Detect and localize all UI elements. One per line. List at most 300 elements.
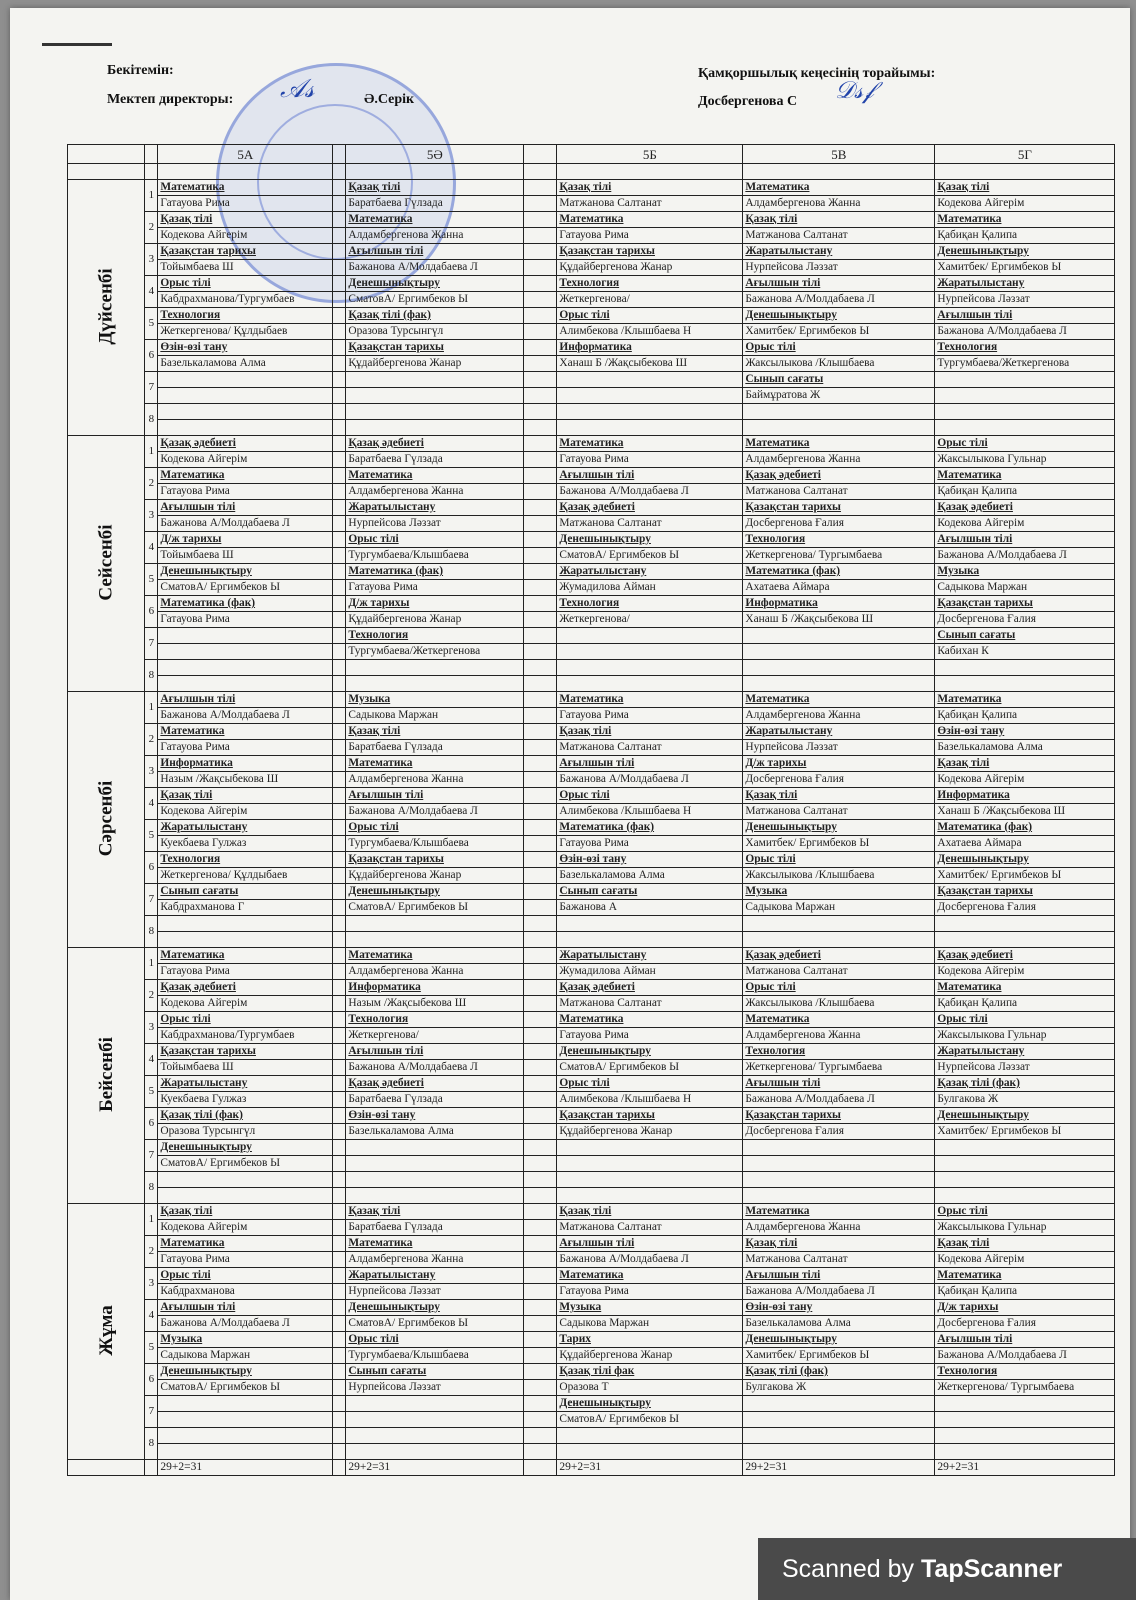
- teacher-cell: Ханаш Б /Жақсыбекова Ш: [743, 612, 935, 628]
- subject-cell: [158, 1396, 333, 1412]
- subject-cell: [557, 1172, 743, 1188]
- lesson-row: [68, 244, 1115, 260]
- subject-cell: [158, 372, 333, 388]
- teacher-cell: [346, 420, 524, 436]
- teacher-cell: Бажанова А/Молдабаева Л: [935, 1348, 1115, 1364]
- teacher-cell: Кабдрахманова/Тургумбаев: [158, 292, 333, 308]
- subject-cell: Денешынықтыру: [743, 308, 935, 324]
- class-header: 5В: [743, 145, 935, 164]
- total-cell: 29+2=31: [346, 1460, 524, 1476]
- lesson-row: [68, 1012, 1115, 1028]
- teacher-cell: [557, 1444, 743, 1460]
- subject-cell: Математика (фак): [557, 820, 743, 836]
- subject-cell: Д/ж тарихы: [935, 1300, 1115, 1316]
- subject-cell: Денешынықтыру: [158, 564, 333, 580]
- lesson-row: [68, 756, 1115, 772]
- subject-cell: Д/ж тарихы: [158, 532, 333, 548]
- subject-cell: Технология: [346, 628, 524, 644]
- subject-cell: Математика (фак): [935, 820, 1115, 836]
- subject-cell: Қазақ тілі: [158, 788, 333, 804]
- lesson-row: [68, 404, 1115, 420]
- teacher-row: [68, 1188, 1115, 1204]
- teacher-cell: Қабиқан Қалипа: [935, 484, 1115, 500]
- teacher-cell: СматовА/ Ергимбеков Ы: [346, 1316, 524, 1332]
- subject-cell: Қазақ тілі: [935, 756, 1115, 772]
- subject-cell: Орыс тілі: [743, 980, 935, 996]
- teacher-cell: Садыкова Маржан: [346, 708, 524, 724]
- subject-cell: Қазақстан тарихы: [935, 596, 1115, 612]
- teacher-cell: Досбергенова Ғалия: [743, 516, 935, 532]
- teacher-cell: Хамитбек/ Ергимбеков Ы: [935, 868, 1115, 884]
- total-cell: 29+2=31: [935, 1460, 1115, 1476]
- subject-cell: [743, 1140, 935, 1156]
- lesson-number: 8: [145, 660, 158, 692]
- subject-cell: Орыс тілі: [743, 340, 935, 356]
- teacher-cell: Хамитбек/ Ергимбеков Ы: [743, 1348, 935, 1364]
- subject-cell: [346, 916, 524, 932]
- subject-cell: Жаратылыстану: [557, 564, 743, 580]
- subject-cell: Математика: [935, 1268, 1115, 1284]
- day-name: Дүйсенбі: [95, 267, 117, 345]
- subject-cell: Информатика: [743, 596, 935, 612]
- class-header: 5Ә: [346, 145, 524, 164]
- teacher-cell: Жеткергенова/: [557, 612, 743, 628]
- subject-cell: Жаратылыстану: [346, 1268, 524, 1284]
- teacher-cell: [346, 1156, 524, 1172]
- teacher-row: [68, 292, 1115, 308]
- teacher-cell: Алдамбергенова Жанна: [346, 484, 524, 500]
- lesson-row: [68, 1108, 1115, 1124]
- subject-cell: [557, 660, 743, 676]
- teacher-cell: Тойымбаева Ш: [158, 1060, 333, 1076]
- subject-cell: Сынып сағаты: [935, 628, 1115, 644]
- teacher-cell: Кабдрахманова/Тургумбаев: [158, 1028, 333, 1044]
- subject-cell: Өзін-өзі тану: [346, 1108, 524, 1124]
- teacher-cell: Оразова Т: [557, 1380, 743, 1396]
- subject-cell: [158, 660, 333, 676]
- teacher-row: [68, 1348, 1115, 1364]
- teacher-row: [68, 964, 1115, 980]
- subject-cell: Қазақстан тарихы: [557, 244, 743, 260]
- subject-cell: Математика: [158, 724, 333, 740]
- teacher-cell: Бажанова А/Молдабаева Л: [557, 1252, 743, 1268]
- teacher-cell: [557, 1188, 743, 1204]
- teacher-cell: Досбергенова Ғалия: [935, 612, 1115, 628]
- subject-cell: Математика: [743, 180, 935, 196]
- subject-cell: [557, 916, 743, 932]
- subject-cell: Орыс тілі: [557, 788, 743, 804]
- teacher-cell: Жеткергенова/ Құлдыбаев: [158, 324, 333, 340]
- teacher-cell: Жаксылыкова Гульнар: [935, 452, 1115, 468]
- teacher-cell: Бажанова А: [557, 900, 743, 916]
- teacher-cell: [557, 388, 743, 404]
- subject-cell: Қазақ тілі: [557, 180, 743, 196]
- teacher-row: [68, 740, 1115, 756]
- subject-cell: [557, 404, 743, 420]
- teacher-cell: Құдайбергенова Жанар: [346, 612, 524, 628]
- teacher-cell: [158, 644, 333, 660]
- teacher-row: [68, 1156, 1115, 1172]
- teacher-cell: [346, 932, 524, 948]
- subject-cell: Ағылшын тілі: [743, 276, 935, 292]
- teacher-cell: Жаксылыкова /Клышбаева: [743, 996, 935, 1012]
- lesson-number: 8: [145, 1172, 158, 1204]
- lesson-number: 7: [145, 628, 158, 660]
- teacher-cell: [935, 1188, 1115, 1204]
- teacher-cell: [158, 1188, 333, 1204]
- teacher-cell: Кодекова Айгерім: [158, 1220, 333, 1236]
- teacher-row: [68, 676, 1115, 692]
- day-label: [68, 948, 145, 1204]
- lesson-number: 1: [145, 692, 158, 724]
- teacher-cell: [743, 420, 935, 436]
- teacher-cell: Матжанова Салтанат: [743, 228, 935, 244]
- day-name: Бейсенбі: [95, 1036, 117, 1112]
- teacher-cell: [158, 388, 333, 404]
- teacher-cell: [346, 676, 524, 692]
- lesson-number: 7: [145, 884, 158, 916]
- teacher-cell: Кодекова Айгерім: [935, 516, 1115, 532]
- teacher-cell: Тургумбаева/Жеткергенова: [346, 644, 524, 660]
- lesson-number: 1: [145, 436, 158, 468]
- teacher-cell: Матжанова Салтанат: [743, 1252, 935, 1268]
- teacher-row: [68, 708, 1115, 724]
- subject-cell: Технология: [743, 532, 935, 548]
- subject-cell: Ағылшын тілі: [346, 1044, 524, 1060]
- teacher-row: [68, 548, 1115, 564]
- subject-cell: [935, 404, 1115, 420]
- subject-cell: Жаратылыстану: [557, 948, 743, 964]
- subject-cell: [346, 372, 524, 388]
- lesson-row: [68, 1268, 1115, 1284]
- subject-cell: Орыс тілі: [935, 1012, 1115, 1028]
- subject-cell: [935, 1428, 1115, 1444]
- subject-cell: [935, 660, 1115, 676]
- teacher-cell: Матжанова Салтанат: [743, 964, 935, 980]
- subject-cell: [935, 1396, 1115, 1412]
- teacher-cell: Ахатаева Аймара: [935, 836, 1115, 852]
- subject-cell: Денешынықтыру: [743, 1332, 935, 1348]
- total-cell: 29+2=31: [158, 1460, 333, 1476]
- day-label: [68, 436, 145, 692]
- subject-cell: Орыс тілі: [557, 308, 743, 324]
- subject-cell: Қазақ әдебиеті: [158, 436, 333, 452]
- lesson-number: 3: [145, 1268, 158, 1300]
- subject-cell: Қазақ әдебиеті: [743, 948, 935, 964]
- teacher-cell: Гатауова Рима: [158, 740, 333, 756]
- teacher-row: [68, 772, 1115, 788]
- lesson-number: 7: [145, 1396, 158, 1428]
- teacher-cell: [346, 388, 524, 404]
- teacher-cell: Алдамбергенова Жанна: [346, 772, 524, 788]
- subject-cell: Ағылшын тілі: [743, 1268, 935, 1284]
- teacher-cell: Бажанова А/Молдабаева Л: [743, 292, 935, 308]
- pen-mark: [42, 43, 112, 46]
- subject-cell: Ағылшын тілі: [158, 500, 333, 516]
- teacher-row: [68, 1444, 1115, 1460]
- subject-cell: Информатика: [346, 980, 524, 996]
- lesson-row: [68, 1172, 1115, 1188]
- subject-cell: Математика: [743, 1012, 935, 1028]
- teacher-cell: Жеткергенова/ Құлдыбаев: [158, 868, 333, 884]
- teacher-row: [68, 452, 1115, 468]
- subject-cell: Қазақстан тарихы: [158, 1044, 333, 1060]
- subject-cell: Ағылшын тілі: [346, 788, 524, 804]
- teacher-cell: Алдамбергенова Жанна: [743, 452, 935, 468]
- teacher-cell: Жаксылыкова Гульнар: [935, 1220, 1115, 1236]
- teacher-cell: Қабиқан Қалипа: [935, 708, 1115, 724]
- lesson-row: [68, 500, 1115, 516]
- lesson-number: 4: [145, 532, 158, 564]
- lesson-row: [68, 1300, 1115, 1316]
- teacher-cell: [743, 1444, 935, 1460]
- subject-cell: [158, 404, 333, 420]
- subject-cell: Денешынықтыру: [557, 1044, 743, 1060]
- subject-cell: Математика: [158, 948, 333, 964]
- lesson-number: 2: [145, 980, 158, 1012]
- subject-cell: Денешынықтыру: [346, 276, 524, 292]
- teacher-cell: СматовА/ Ергимбеков Ы: [346, 900, 524, 916]
- teacher-cell: Алдамбергенова Жанна: [346, 228, 524, 244]
- subject-cell: Қазақ әдебиеті: [743, 468, 935, 484]
- subject-cell: Қазақ әдебиеті: [346, 436, 524, 452]
- subject-cell: Математика: [557, 1268, 743, 1284]
- subject-cell: Технология: [935, 1364, 1115, 1380]
- day-name: Жұма: [95, 1304, 117, 1356]
- subject-cell: Қазақ әдебиеті: [935, 500, 1115, 516]
- lesson-row: [68, 660, 1115, 676]
- teacher-cell: Нурпейсова Ләззат: [743, 260, 935, 276]
- lesson-row: [68, 692, 1115, 708]
- teacher-cell: Кодекова Айгерім: [158, 452, 333, 468]
- lesson-number: 6: [145, 1364, 158, 1396]
- subject-cell: Математика: [346, 948, 524, 964]
- teacher-cell: Алдамбергенова Жанна: [743, 708, 935, 724]
- subject-cell: [158, 1428, 333, 1444]
- teacher-cell: [557, 1156, 743, 1172]
- subject-cell: Технология: [158, 852, 333, 868]
- subject-cell: Орыс тілі: [158, 1012, 333, 1028]
- teacher-cell: Алдамбергенова Жанна: [743, 1028, 935, 1044]
- teacher-row: [68, 1412, 1115, 1428]
- teacher-cell: [935, 1444, 1115, 1460]
- subject-cell: Қазақ тілі: [557, 724, 743, 740]
- teacher-cell: Жеткергенова/ Тургымбаева: [743, 548, 935, 564]
- subject-cell: Ағылшын тілі: [557, 468, 743, 484]
- subject-cell: Жаратылыстану: [743, 244, 935, 260]
- subject-cell: Қазақ тілі: [158, 212, 333, 228]
- subject-cell: [346, 1428, 524, 1444]
- teacher-cell: [743, 932, 935, 948]
- teacher-cell: Жаксылыкова /Клышбаева: [743, 868, 935, 884]
- teacher-row: [68, 1316, 1115, 1332]
- teacher-cell: Алдамбергенова Жанна: [743, 196, 935, 212]
- teacher-cell: [158, 1412, 333, 1428]
- subject-cell: Орыс тілі: [346, 820, 524, 836]
- teacher-cell: Жеткергенова/ Тургымбаева: [935, 1380, 1115, 1396]
- teacher-cell: Досбергенова Ғалия: [935, 1316, 1115, 1332]
- teacher-cell: Садыкова Маржан: [743, 900, 935, 916]
- teacher-cell: Хамитбек/ Ергимбеков Ы: [935, 1124, 1115, 1140]
- class-header: 5Б: [557, 145, 743, 164]
- day-label: [68, 1204, 145, 1460]
- lesson-number: 3: [145, 244, 158, 276]
- teacher-cell: Кодекова Айгерім: [935, 1252, 1115, 1268]
- subject-cell: Қазақ әдебиеті: [557, 980, 743, 996]
- teacher-cell: Кодекова Айгерім: [158, 228, 333, 244]
- teacher-row: [68, 324, 1115, 340]
- teacher-cell: Кабихан К: [935, 644, 1115, 660]
- subject-cell: Қазақстан тарихы: [557, 1108, 743, 1124]
- lesson-row: [68, 820, 1115, 836]
- teacher-cell: Матжанова Салтанат: [557, 516, 743, 532]
- subject-cell: [346, 1140, 524, 1156]
- teacher-cell: Бажанова А/Молдабаева Л: [346, 1060, 524, 1076]
- subject-cell: [935, 372, 1115, 388]
- teacher-row: [68, 420, 1115, 436]
- director-signature: 𝒜𝓈: [280, 74, 315, 103]
- tapscanner-watermark: Scanned by TapScanner: [758, 1538, 1136, 1600]
- subject-cell: Денешынықтыру: [158, 1364, 333, 1380]
- teacher-cell: [346, 1412, 524, 1428]
- timetable: [67, 144, 1115, 1476]
- lesson-row: [68, 532, 1115, 548]
- lesson-row: [68, 308, 1115, 324]
- day-label: [68, 692, 145, 948]
- subject-cell: Жаратылыстану: [743, 724, 935, 740]
- teacher-row: [68, 932, 1115, 948]
- subject-cell: Денешынықтыру: [935, 1108, 1115, 1124]
- teacher-cell: Базелькаламова Алма: [935, 740, 1115, 756]
- subject-cell: Қазақ тілі: [346, 724, 524, 740]
- subject-cell: Денешынықтыру: [557, 532, 743, 548]
- teacher-cell: Хамитбек/ Ергимбеков Ы: [743, 836, 935, 852]
- subject-cell: [743, 404, 935, 420]
- teacher-cell: Гатауова Рима: [557, 836, 743, 852]
- teacher-cell: Булгакова Ж: [935, 1092, 1115, 1108]
- subject-cell: Қазақстан тарихы: [935, 884, 1115, 900]
- teacher-cell: Матжанова Салтанат: [557, 996, 743, 1012]
- teacher-cell: Бажанова А/Молдабаева Л: [935, 324, 1115, 340]
- subject-cell: Қазақстан тарихы: [346, 340, 524, 356]
- lesson-number: 5: [145, 564, 158, 596]
- subject-cell: [346, 404, 524, 420]
- teacher-cell: Гатауова Рима: [158, 1252, 333, 1268]
- teacher-row: [68, 644, 1115, 660]
- subject-cell: Ағылшын тілі: [346, 244, 524, 260]
- total-cell: 29+2=31: [743, 1460, 935, 1476]
- subject-cell: Музыка: [158, 1332, 333, 1348]
- teacher-cell: Оразова Турсынгүл: [346, 324, 524, 340]
- lesson-row: [68, 788, 1115, 804]
- subject-cell: Денешынықтыру: [346, 1300, 524, 1316]
- teacher-row: [68, 1380, 1115, 1396]
- teacher-cell: Матжанова Салтанат: [743, 804, 935, 820]
- teacher-row: [68, 1124, 1115, 1140]
- subject-cell: Денешынықтыру: [557, 1396, 743, 1412]
- teacher-cell: Баратбаева Гүлзада: [346, 740, 524, 756]
- lesson-number: 5: [145, 308, 158, 340]
- subject-cell: Орыс тілі: [935, 436, 1115, 452]
- teacher-cell: Досбергенова Ғалия: [743, 1124, 935, 1140]
- teacher-cell: Алдамбергенова Жанна: [346, 964, 524, 980]
- subject-cell: Қазақ тілі: [346, 180, 524, 196]
- lesson-number: 2: [145, 724, 158, 756]
- teacher-row: [68, 484, 1115, 500]
- teacher-cell: Кодекова Айгерім: [935, 196, 1115, 212]
- teacher-cell: [346, 1188, 524, 1204]
- teacher-cell: [935, 420, 1115, 436]
- teacher-row: [68, 1284, 1115, 1300]
- subject-cell: Жаратылыстану: [935, 276, 1115, 292]
- teacher-cell: Нурпейсова Ләззат: [935, 1060, 1115, 1076]
- teacher-cell: [557, 676, 743, 692]
- board-signature: 𝒟𝓈𝒻: [835, 78, 874, 104]
- subject-cell: Орыс тілі: [935, 1204, 1115, 1220]
- lesson-number: 6: [145, 340, 158, 372]
- teacher-cell: Құдайбергенова Жанар: [557, 1348, 743, 1364]
- teacher-cell: [158, 420, 333, 436]
- subject-cell: [743, 1428, 935, 1444]
- lesson-number: 2: [145, 468, 158, 500]
- teacher-cell: [743, 1156, 935, 1172]
- teacher-cell: Баратбаева Гүлзада: [346, 1220, 524, 1236]
- teacher-cell: СматовА/ Ергимбеков Ы: [158, 1156, 333, 1172]
- teacher-row: [68, 228, 1115, 244]
- teacher-cell: Садыкова Маржан: [935, 580, 1115, 596]
- lesson-number: 3: [145, 1012, 158, 1044]
- subject-cell: Денешынықтыру: [158, 1140, 333, 1156]
- subject-cell: Қазақ тілі: [935, 1236, 1115, 1252]
- subject-cell: Денешынықтыру: [935, 244, 1115, 260]
- teacher-row: [68, 836, 1115, 852]
- teacher-cell: Тургумбаева/Клышбаева: [346, 836, 524, 852]
- teacher-cell: Гатауова Рима: [158, 484, 333, 500]
- teacher-cell: Кабдрахманова: [158, 1284, 333, 1300]
- teacher-cell: Баратбаева Гүлзада: [346, 196, 524, 212]
- subject-cell: Өзін-өзі тану: [935, 724, 1115, 740]
- teacher-cell: Нурпейсова Ләззат: [346, 1284, 524, 1300]
- teacher-cell: [557, 644, 743, 660]
- teacher-cell: Гатауова Рима: [346, 580, 524, 596]
- director-label: Мектеп директоры:: [107, 92, 234, 107]
- subject-cell: Жаратылыстану: [158, 1076, 333, 1092]
- teacher-cell: Жеткергенова/ Тургымбаева: [743, 1060, 935, 1076]
- subject-cell: Ағылшын тілі: [557, 756, 743, 772]
- subject-cell: Информатика: [158, 756, 333, 772]
- teacher-cell: Құдайбергенова Жанар: [346, 356, 524, 372]
- teacher-cell: СматовА/ Ергимбеков Ы: [557, 548, 743, 564]
- subject-cell: Қазақстан тарихы: [743, 500, 935, 516]
- teacher-cell: Гатауова Рима: [158, 612, 333, 628]
- teacher-cell: Кабдрахманова Г: [158, 900, 333, 916]
- teacher-cell: Бажанова А/Молдабаева Л: [743, 1092, 935, 1108]
- subject-cell: Математика (фак): [743, 564, 935, 580]
- subject-cell: Технология: [158, 308, 333, 324]
- lesson-number: 1: [145, 1204, 158, 1236]
- teacher-cell: [346, 1444, 524, 1460]
- subject-cell: [346, 1396, 524, 1412]
- subject-cell: Математика: [557, 692, 743, 708]
- teacher-cell: Бажанова А/Молдабаева Л: [158, 516, 333, 532]
- subject-cell: Математика: [935, 980, 1115, 996]
- subject-cell: Д/ж тарихы: [346, 596, 524, 612]
- teacher-cell: [935, 932, 1115, 948]
- teacher-cell: Куекбаева Гулжаз: [158, 1092, 333, 1108]
- subject-cell: Математика: [743, 436, 935, 452]
- subject-cell: Өзін-өзі тану: [557, 852, 743, 868]
- teacher-cell: Жумадилова Айман: [557, 964, 743, 980]
